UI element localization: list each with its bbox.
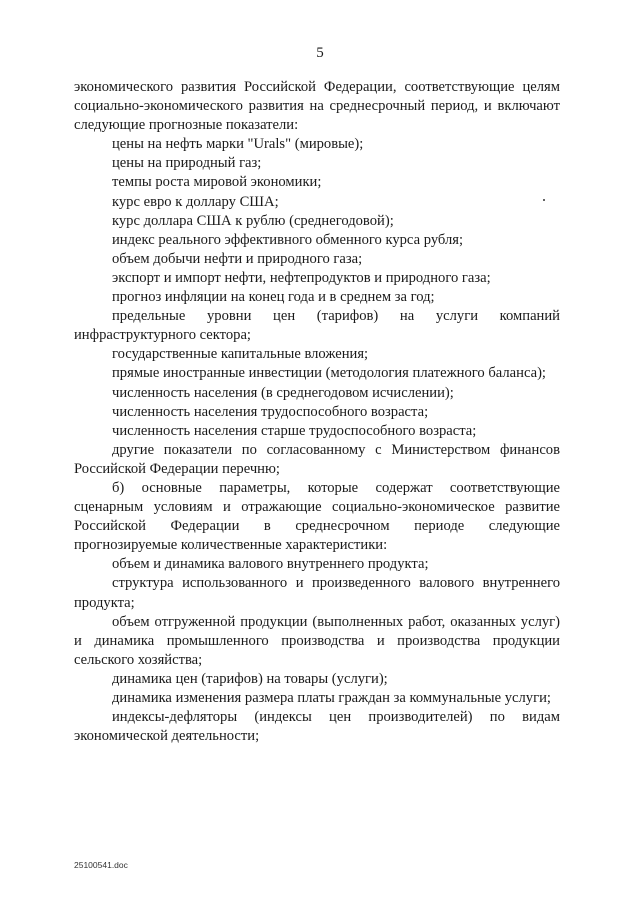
list-item: численность населения трудоспособного возраста; <box>112 403 429 420</box>
list-item: динамика цен (тарифов) на товары (услуги); <box>112 670 388 687</box>
footer-filename: 25100541.doc <box>74 860 128 870</box>
list-item: экспорт и импорт нефти, нефтепродуктов и природного газа; <box>112 269 491 286</box>
list-item: объем и динамика валового внутреннего продукта; <box>112 556 429 573</box>
list-item: структура использованного и произведенного валового внутреннего продукта; <box>74 575 560 611</box>
list-item: численность населения (в среднегодовом исчислении); <box>112 384 454 401</box>
list-item: цены на нефть марки "Urals" (мировые); <box>112 136 364 153</box>
list-item: курс евро к доллару США; <box>112 193 279 210</box>
list-item: динамика изменения размера платы граждан за коммунальные услуги; <box>112 690 551 706</box>
document-body <box>74 78 560 746</box>
list-item: темпы роста мировой экономики; <box>112 174 322 191</box>
list-item: предельные уровни цен (тарифов) на услуги компаний инфраструктурного сектора; <box>74 308 560 344</box>
list-item: объем отгруженной продукции (выполненных работ, оказанных услуг) и динамика промышленного производства и производства продукции сельского хозяйства; <box>74 613 560 668</box>
paragraph: экономического развития Российской Федерации, соответствующие целям социально-экономического развития на среднесрочный период, и включают следующие прогнозные показатели: <box>74 79 560 134</box>
list-item: курс доллара США к рублю (среднегодовой); <box>112 212 394 229</box>
list-item: прогноз инфляции на конец года и в среднем за год; <box>112 289 435 306</box>
list-item: цены на природный газ; <box>112 155 262 172</box>
list-item: объем добычи нефти и природного газа; <box>112 250 363 267</box>
list-item: индекс реального эффективного обменного курса рубля; <box>112 231 464 248</box>
list-item: прямые иностранные инвестиции (методология платежного баланса); <box>112 365 546 382</box>
paragraph: б) основные параметры, которые содержат соответствующие сценарным условиям и отражающие социально-экономическое развитие Российской Федерации в среднесрочном периоде следующие прогнозируемые количественные характеристики: <box>74 479 560 554</box>
list-item: индексы-дефляторы (индексы цен производителей) по видам экономической деятельности; <box>74 709 560 745</box>
list-item: другие показатели по согласованному с Министерством финансов Российской Федерации перечню; <box>74 441 560 477</box>
list-item: численность населения старше трудоспособного возраста; <box>112 422 477 439</box>
page-number: 5 <box>316 45 324 61</box>
list-item: государственные капитальные вложения; <box>112 346 369 363</box>
